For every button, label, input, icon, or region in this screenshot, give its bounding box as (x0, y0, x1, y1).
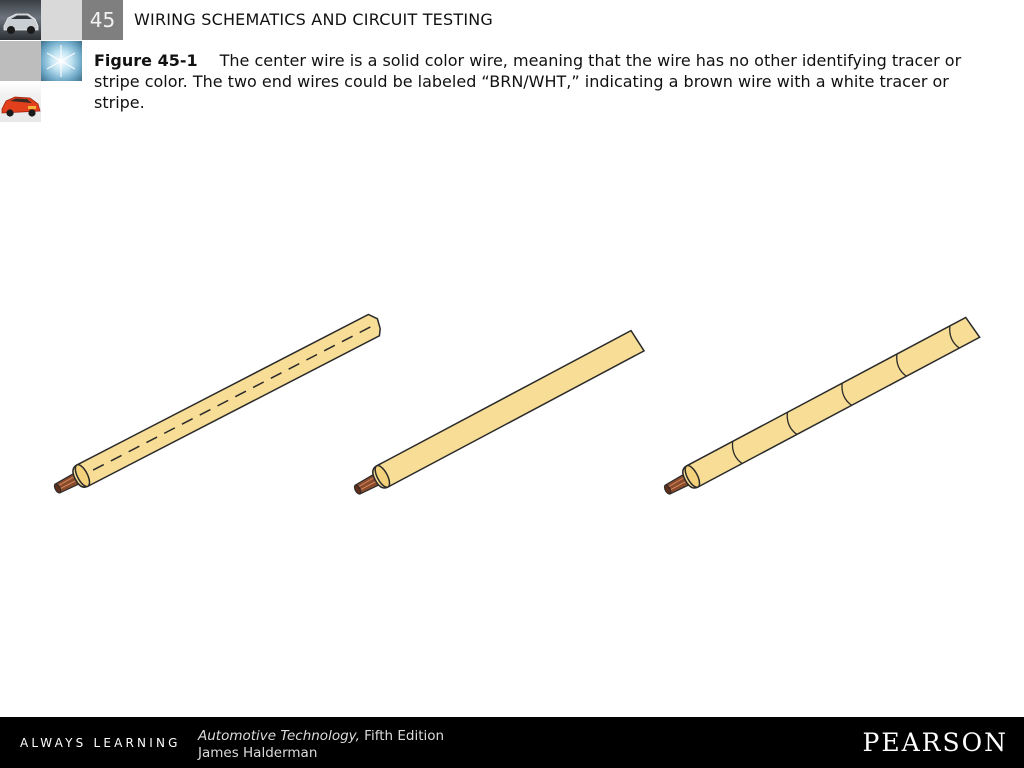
caption-text: The center wire is a solid color wire, meaning that the wire has no other identifying tracer or stripe color. The two end wires could be labeled “BRN/WHT,” indicating a brown wire with a white tracer or stripe. (94, 51, 962, 112)
red-car-thumbnail (0, 82, 41, 122)
wire-with-spiral-stripe (660, 316, 980, 501)
wire-illustration (0, 290, 1024, 520)
book-title: Automotive Technology, (198, 728, 360, 744)
book-credit (198, 728, 444, 762)
always-learning-tagline: ALWAYS LEARNING (20, 736, 181, 750)
grey-tile (0, 41, 41, 81)
chapter-number: 45 (82, 0, 123, 40)
blank-tile (41, 82, 82, 122)
chapter-title: WIRING SCHEMATICS AND CIRCUIT TESTING (134, 10, 494, 29)
solid-color-wire (350, 330, 644, 502)
pearson-logo: PEARSON (862, 728, 1008, 757)
book-edition: Fifth Edition (364, 728, 445, 744)
silver-car-thumbnail (0, 0, 41, 40)
wire-with-dashed-tracer (50, 312, 385, 501)
footer-bar (0, 717, 1024, 768)
figure-label: Figure 45-1 (94, 51, 198, 70)
grey-tile (41, 0, 82, 40)
crystal-pattern-thumbnail (41, 41, 82, 81)
figure-caption (94, 50, 999, 113)
book-author: James Halderman (198, 745, 318, 761)
